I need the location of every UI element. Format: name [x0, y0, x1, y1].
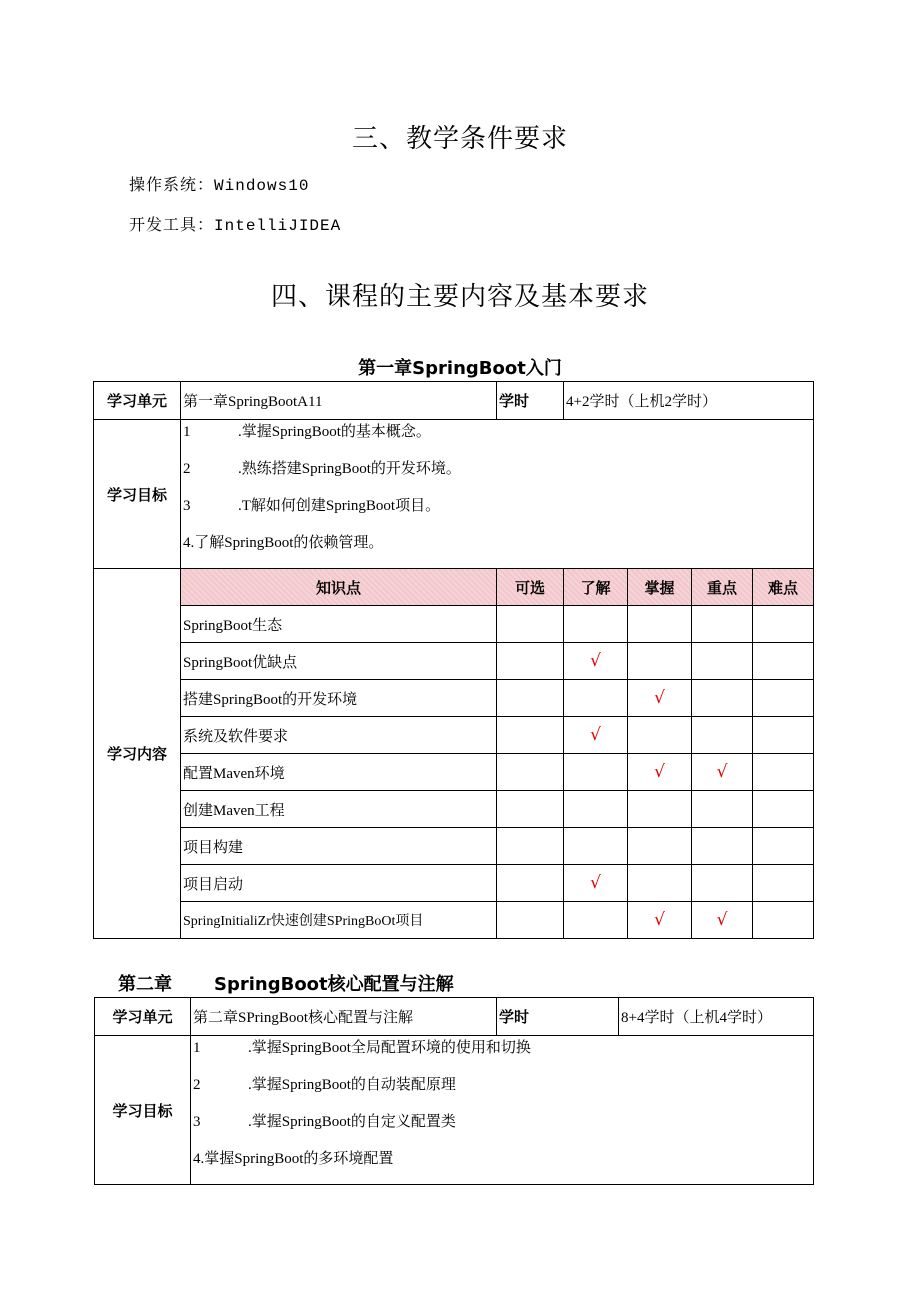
mark-cell [564, 828, 628, 865]
mark-cell [753, 902, 814, 939]
ch2-goal-item [191, 1036, 813, 1073]
topic-cell: 创建Maven工程 [181, 791, 497, 828]
mark-cell [497, 643, 564, 680]
mark-cell [564, 902, 628, 939]
ch2-unit-label: 学习单元 [95, 998, 191, 1036]
mark-cell: √ [692, 754, 753, 791]
goal-number: 2 [183, 461, 191, 477]
mark-cell [497, 754, 564, 791]
mark-cell: √ [628, 754, 692, 791]
goal-text: 4.掌握SpringBoot的多环境配置 [193, 1151, 394, 1167]
mark-cell [628, 791, 692, 828]
chapter2-heading-prefix: 第二章 [118, 974, 172, 995]
col-header-optional: 可选 [497, 569, 564, 606]
col-header-master: 掌握 [628, 569, 692, 606]
mark-cell: √ [564, 643, 628, 680]
mark-cell: √ [564, 865, 628, 902]
mark-cell [497, 606, 564, 643]
mark-cell [692, 791, 753, 828]
mark-cell [753, 828, 814, 865]
ch1-goal-item [181, 457, 813, 494]
chapter2-heading [118, 970, 454, 996]
goal-number: 2 [193, 1077, 201, 1093]
mark-cell [564, 791, 628, 828]
tool-value: IntelliJIDEA [214, 217, 342, 235]
goal-text: .T解如何创建SpringBoot项目。 [238, 498, 441, 514]
mark-cell [497, 791, 564, 828]
ch2-goals-label: 学习目标 [95, 1036, 191, 1185]
mark-cell [753, 865, 814, 902]
mark-cell [753, 791, 814, 828]
topic-cell: SpringBoot生态 [181, 606, 497, 643]
mark-cell [753, 754, 814, 791]
col-header-topic: 知识点 [181, 569, 497, 606]
chapter2-table [94, 997, 814, 1185]
mark-cell [753, 643, 814, 680]
topic-cell: SpringInitialiZr快速创建SPringBoOt项目 [181, 902, 497, 939]
chapter1-table [93, 381, 814, 939]
goal-text: .掌握SpringBoot的基本概念。 [238, 424, 431, 440]
mark-cell [692, 643, 753, 680]
col-header-difficult: 难点 [753, 569, 814, 606]
goal-number: 3 [183, 498, 191, 514]
os-line [129, 172, 309, 195]
table-row [94, 791, 814, 828]
ch1-goals-label: 学习目标 [94, 420, 181, 569]
ch1-goals [181, 420, 814, 569]
mark-cell [564, 680, 628, 717]
mark-cell: √ [628, 680, 692, 717]
topic-cell: 配置Maven环境 [181, 754, 497, 791]
goal-text: .掌握SpringBoot全局配置环境的使用和切换 [248, 1040, 531, 1056]
table-row [94, 643, 814, 680]
ch1-hours-value: 4+2学时（上机2学时） [564, 382, 814, 420]
ch1-content-label: 学习内容 [94, 569, 181, 939]
topic-cell: 搭建SpringBoot的开发环境 [181, 680, 497, 717]
mark-cell [753, 717, 814, 754]
mark-cell [692, 828, 753, 865]
mark-cell: √ [564, 717, 628, 754]
col-header-key: 重点 [692, 569, 753, 606]
mark-cell [692, 606, 753, 643]
mark-cell [628, 606, 692, 643]
topic-cell: 项目构建 [181, 828, 497, 865]
mark-cell: √ [628, 902, 692, 939]
mark-cell [497, 680, 564, 717]
table-row [94, 606, 814, 643]
chapter2-heading-title: SpringBoot核心配置与注解 [214, 974, 454, 995]
mark-cell [628, 865, 692, 902]
mark-cell [628, 717, 692, 754]
goal-number: 3 [193, 1114, 201, 1130]
mark-cell: √ [692, 902, 753, 939]
tool-label: 开发工具： [129, 215, 215, 234]
mark-cell [564, 606, 628, 643]
table-row [94, 902, 814, 939]
goal-text: .掌握SpringBoot的自定义配置类 [248, 1114, 456, 1130]
section3-title: 三、教学条件要求 [351, 124, 568, 154]
ch1-unit-value: 第一章SpringBootA11 [181, 382, 497, 420]
table-row [94, 828, 814, 865]
mark-cell [628, 828, 692, 865]
goal-text: 4.了解SpringBoot的依赖管理。 [183, 535, 384, 551]
ch2-goals [191, 1036, 814, 1185]
mark-cell [692, 865, 753, 902]
mark-cell [497, 717, 564, 754]
goal-text: .熟练搭建SpringBoot的开发环境。 [238, 461, 461, 477]
ch1-goal-item [181, 531, 813, 568]
topic-cell: 项目启动 [181, 865, 497, 902]
ch1-goal-item [181, 420, 813, 457]
ch1-hours-label: 学时 [497, 382, 564, 420]
ch2-goal-item [191, 1110, 813, 1147]
mark-cell [497, 865, 564, 902]
table-row [94, 754, 814, 791]
ch2-hours-label: 学时 [497, 998, 619, 1036]
ch1-goal-item [181, 494, 813, 531]
mark-cell [692, 717, 753, 754]
mark-cell [753, 606, 814, 643]
ch2-unit-value: 第二章SPringBoot核心配置与注解 [191, 998, 497, 1036]
mark-cell [628, 643, 692, 680]
mark-cell [753, 680, 814, 717]
os-label: 操作系统： [129, 175, 215, 194]
mark-cell [692, 680, 753, 717]
table-row [94, 865, 814, 902]
table-row [94, 717, 814, 754]
ch2-goal-item [191, 1147, 813, 1184]
table-row [94, 680, 814, 717]
chapter1-heading: 第一章SpringBoot入门 [358, 358, 562, 379]
topic-cell: 系统及软件要求 [181, 717, 497, 754]
topic-cell: SpringBoot优缺点 [181, 643, 497, 680]
ch2-hours-value: 8+4学时（上机4学时） [619, 998, 814, 1036]
col-header-understand: 了解 [564, 569, 628, 606]
ch2-goal-item [191, 1073, 813, 1110]
goal-number: 1 [193, 1040, 201, 1056]
tool-line [129, 212, 341, 235]
os-value: Windows10 [214, 177, 310, 195]
section4-title: 四、课程的主要内容及基本要求 [270, 282, 649, 312]
mark-cell [497, 902, 564, 939]
mark-cell [497, 828, 564, 865]
goal-number: 1 [183, 424, 191, 440]
ch1-unit-label: 学习单元 [94, 382, 181, 420]
goal-text: .掌握SpringBoot的自动装配原理 [248, 1077, 456, 1093]
mark-cell [564, 754, 628, 791]
